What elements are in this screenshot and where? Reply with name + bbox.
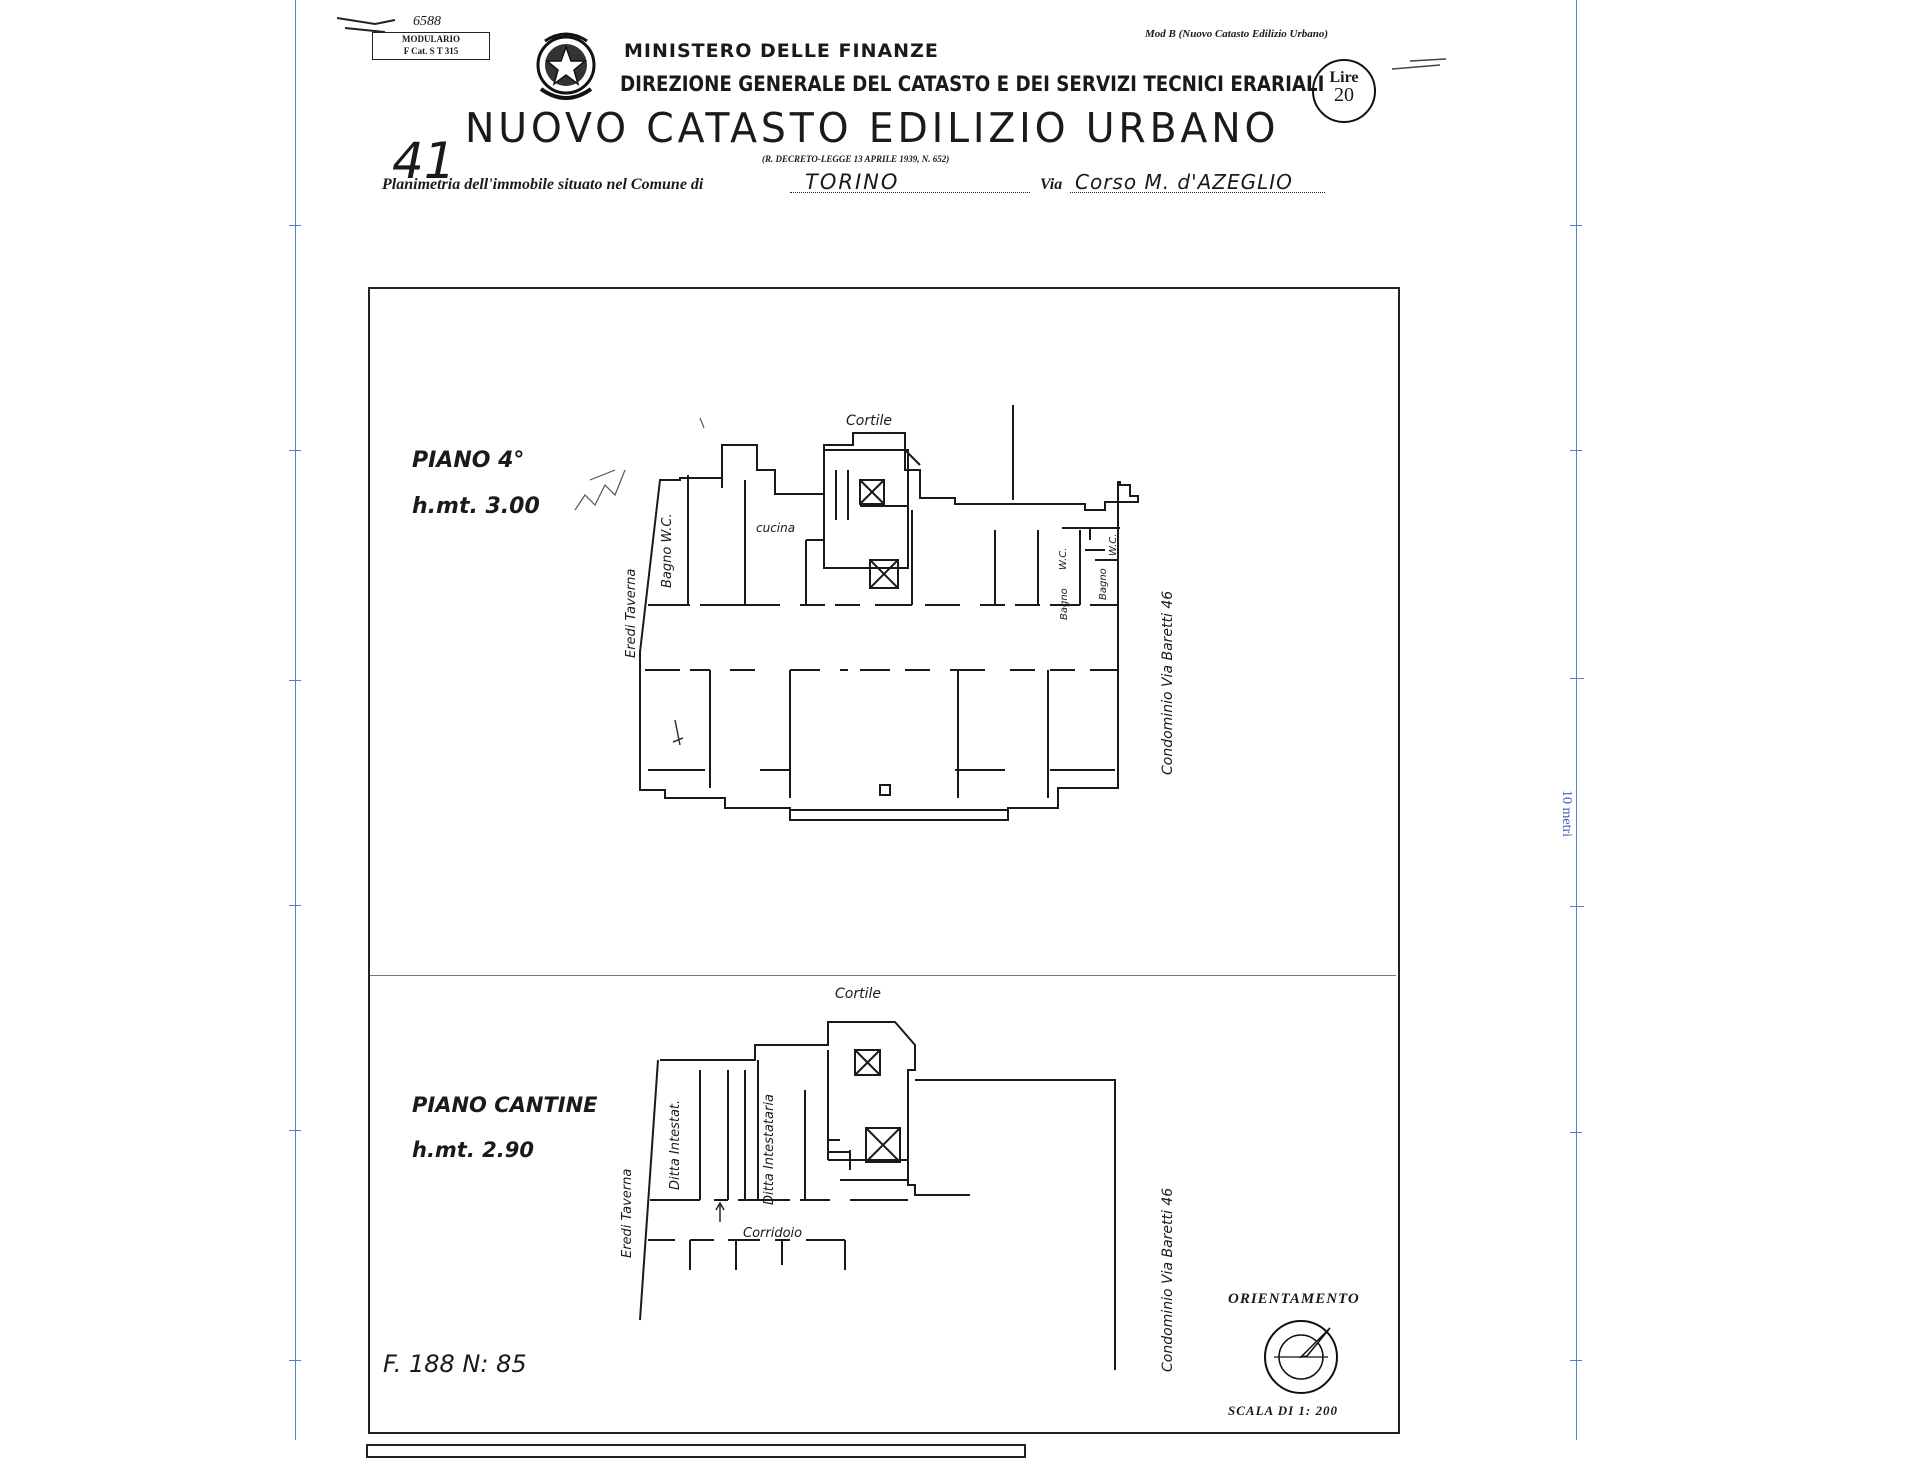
ministry-name: MINISTERO DELLE FINANZE <box>624 40 939 62</box>
mod-b-label: Mod B (Nuovo Catasto Edilizio Urbano) <box>1145 28 1329 40</box>
modulario-sub: F Cat. S T 315 <box>403 46 459 56</box>
cellar-height: h.mt. 2.90 <box>412 1138 534 1162</box>
floor4-wc2-label: W.C. <box>1108 533 1119 556</box>
main-title: NUOVO CATASTO EDILIZIO URBANO <box>465 104 1280 152</box>
floor4-bagno2-label: Bagno <box>1098 568 1109 600</box>
via-value: Corso M. d'AZEGLIO <box>1075 170 1293 194</box>
decree-reference: (R. DECRETO-LEGGE 13 APRILE 1939, N. 652) <box>762 154 950 164</box>
floor4-cucina-label: cucina <box>756 521 796 535</box>
cellar-ditta1-label: Ditta Intestat. <box>668 1099 683 1190</box>
bottom-form-box <box>366 1444 1026 1458</box>
scale-label: SCALA DI 1: 200 <box>1228 1403 1338 1418</box>
floor4-height: h.mt. 3.00 <box>412 494 540 519</box>
via-label: Via <box>1040 176 1063 193</box>
cellar-left-neighbor-label: Eredi Taverna <box>620 1168 635 1258</box>
orientation-label: ORIENTAMENTO <box>1228 1291 1360 1307</box>
floor4-left-neighbor-label: Eredi Taverna <box>624 568 639 658</box>
sheet-number: 41 <box>392 132 456 190</box>
cellar-right-neighbor-label: Condominio Via Baretti 46 <box>1160 1187 1176 1372</box>
floor4-title: PIANO 4° <box>412 448 525 473</box>
floor4-bagno1-label: Bagno <box>1059 588 1070 620</box>
lire-value: 20 <box>1334 84 1354 106</box>
cellar-cortile-label: Cortile <box>835 986 881 1002</box>
floor4-bagno-wc-label: Bagno W.C. <box>660 513 675 588</box>
lire-label: Lire <box>1329 69 1359 86</box>
stamp-number: 6588 <box>413 14 441 29</box>
planimetria-label: Planimetria dell'immobile situato nel Comune di <box>382 176 704 193</box>
comune-value: TORINO <box>805 170 900 194</box>
floor4-wc1-label: W.C. <box>1058 547 1069 570</box>
cellar-corridoio-label: Corridoio <box>743 1226 803 1241</box>
direction-name: DIREZIONE GENERALE DEL CATASTO E DEI SERVIZI TECNICI ERARIALI <box>620 72 1325 96</box>
cellar-ditta2-label: Ditta Intestataria <box>762 1094 777 1205</box>
floor4-cortile-label: Cortile <box>846 413 892 429</box>
modulario-title: MODULARIO <box>402 34 460 44</box>
compass-icon <box>1262 1318 1340 1396</box>
folio-number: F. 188 N: 85 <box>383 1350 527 1378</box>
floor4-right-neighbor-label: Condominio Via Baretti 46 <box>1160 590 1176 775</box>
cellar-title: PIANO CANTINE <box>412 1093 598 1117</box>
scale-bar-label: 10 metri <box>1559 790 1574 838</box>
